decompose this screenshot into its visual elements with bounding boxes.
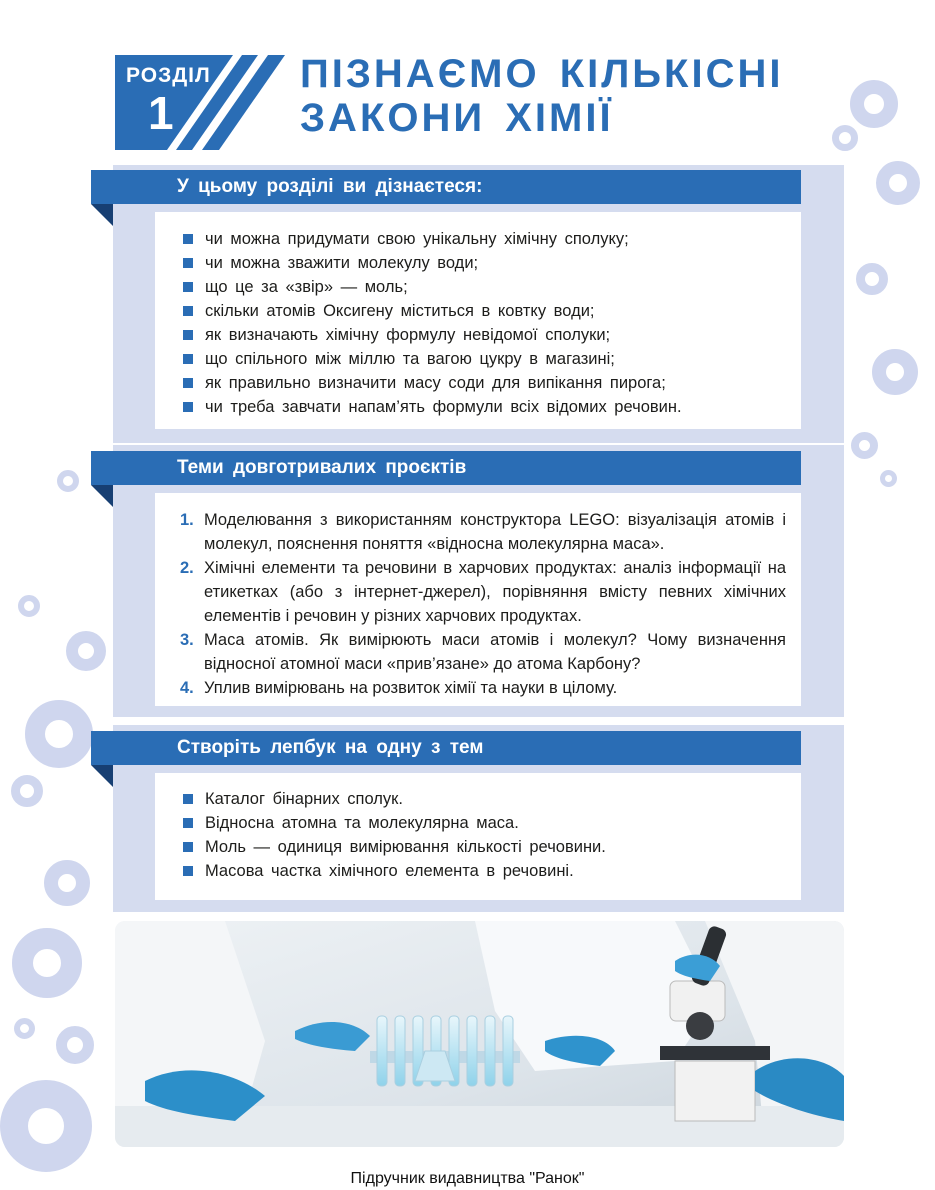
list-item: Масова частка хімічного елемента в речовині. xyxy=(183,859,606,883)
bullet-square-icon xyxy=(183,258,193,268)
laboratory-photo xyxy=(115,921,844,1147)
chapter-label: РОЗДІЛ xyxy=(126,64,211,87)
bullet-square-icon xyxy=(183,794,193,804)
list-item: чи треба завчати напам’ять формули всіх відомих речовин. xyxy=(183,395,682,419)
section-heading-projects: Теми довготривалих проєктів xyxy=(91,451,801,485)
page-title-line-2: ЗАКОНИ ХІМІЇ xyxy=(300,96,614,140)
list-item: як правильно визначити масу соди для випікання пирога; xyxy=(183,371,682,395)
bullet-square-icon xyxy=(183,402,193,412)
bullet-square-icon xyxy=(183,378,193,388)
decor-ring xyxy=(832,125,858,151)
heading-fold xyxy=(91,765,113,787)
list-item: Каталог бінарних сполук. xyxy=(183,787,606,811)
chapter-number: 1 xyxy=(148,87,174,139)
page-title xyxy=(300,52,783,140)
list-item: Моль — одиниця вимірювання кількості речовини. xyxy=(183,835,606,859)
list-item: що спільного між міллю та вагою цукру в магазині; xyxy=(183,347,682,371)
decor-ring xyxy=(66,631,106,671)
decor-ring xyxy=(14,1018,35,1039)
bullet-square-icon xyxy=(183,330,193,340)
bullet-square-icon xyxy=(183,282,193,292)
decor-ring xyxy=(880,470,897,487)
decor-ring xyxy=(856,263,888,295)
list-item: скільки атомів Оксигену міститься в ковтку води; xyxy=(183,299,682,323)
list-item: 3. Маса атомів. Як вимірюють маси атомів і молекул? Чому визначення відносної атомної маси «прив’язане» до атома Карбону? xyxy=(180,631,786,673)
footer-publisher: Підручник видавництва "Ранок" xyxy=(350,1170,585,1187)
bullet-square-icon xyxy=(183,842,193,852)
decor-ring xyxy=(11,775,43,807)
section-heading-lapbook: Створіть лепбук на одну з тем xyxy=(91,731,801,765)
list-item: 1. Моделювання з використанням конструктора LEGO: візуалізація атомів і молекул, пояснення поняття «відносна молекулярна маса». xyxy=(180,511,786,553)
bullet-square-icon xyxy=(183,306,193,316)
decor-ring xyxy=(57,470,79,492)
decor-ring xyxy=(876,161,920,205)
decor-ring xyxy=(12,928,82,998)
list-item: чи можна придумати свою унікальну хімічну сполуку; xyxy=(183,227,682,251)
decor-ring xyxy=(25,700,93,768)
bullet-square-icon xyxy=(183,818,193,828)
decor-ring xyxy=(44,860,90,906)
decor-ring xyxy=(850,80,898,128)
page-title-line-1: ПІЗНАЄМО КІЛЬКІСНІ xyxy=(300,52,784,96)
projects-list xyxy=(180,508,786,700)
section-heading-learn: У цьому розділі ви дізнаєтеся: xyxy=(91,170,801,204)
decor-ring xyxy=(872,349,918,395)
list-item: чи можна зважити молекулу води; xyxy=(183,251,682,275)
lapbook-list xyxy=(183,787,606,883)
decor-ring xyxy=(851,432,878,459)
decor-ring xyxy=(0,1080,92,1172)
bullet-square-icon xyxy=(183,866,193,876)
bullet-square-icon xyxy=(183,234,193,244)
decor-ring xyxy=(18,595,40,617)
heading-fold xyxy=(91,485,113,507)
decor-ring xyxy=(56,1026,94,1064)
list-item: як визначають хімічну формулу невідомої сполуки; xyxy=(183,323,682,347)
learn-list xyxy=(183,227,682,419)
bullet-square-icon xyxy=(183,354,193,364)
list-item: Відносна атомна та молекулярна маса. xyxy=(183,811,606,835)
list-item: 2. Хімічні елементи та речовини в харчових продуктах: аналіз інформації на етикетках (або з інтернет-джерел), порівняння вмісту певних хімічних елементів і речовин у різних харчових продуктах. xyxy=(180,559,786,625)
heading-fold xyxy=(91,204,113,226)
list-item: що це за «звір» — моль; xyxy=(183,275,682,299)
list-item: 4. Уплив вимірювань на розвиток хімії та науки в цілому. xyxy=(180,679,618,697)
